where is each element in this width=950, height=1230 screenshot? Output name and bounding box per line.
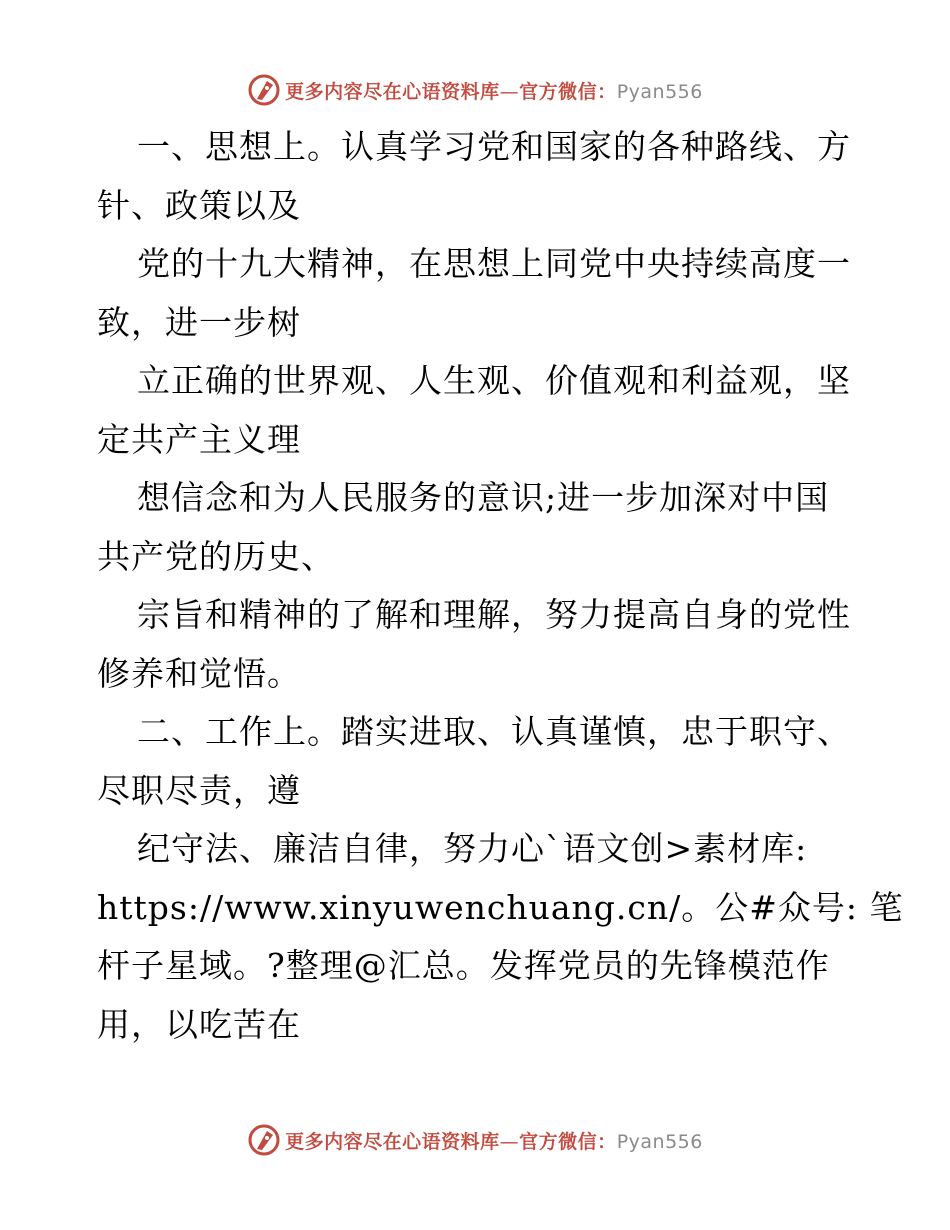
pen-nib-logo-icon	[247, 73, 281, 107]
document-body	[97, 118, 904, 1054]
header-banner-wechat: Pyan556	[616, 80, 703, 103]
footer-banner-wechat: Pyan556	[616, 1130, 703, 1153]
body-line: 共产党的历史、	[97, 536, 335, 576]
body-line: 党的十九大精神，在思想上同党中央持续高度一	[137, 244, 851, 283]
header-banner-main: 更多内容尽在心语资料库	[285, 80, 500, 103]
body-line: 二、工作上。踏实进取、认真谨慎，忠于职守、	[137, 712, 851, 751]
header-banner-dash: —	[499, 80, 520, 103]
footer-banner	[0, 1120, 950, 1160]
body-line: 针、政策以及	[97, 185, 301, 225]
footer-banner-label: 官方微信：	[519, 1130, 617, 1153]
body-line: 用，以吃苦在	[97, 1004, 301, 1044]
footer-banner-dash: —	[499, 1130, 520, 1153]
body-line: 纪守法、廉洁自律，努力心`语文创>素材库:	[137, 829, 808, 868]
body-line: 杆子星域。?整理@汇总。发挥党员的先锋模范作	[97, 946, 830, 985]
header-banner	[0, 70, 950, 110]
footer-banner-text	[285, 1127, 703, 1154]
body-line: 致，进一步树	[97, 302, 301, 342]
body-line: 宗旨和精神的了解和理解，努力提高自身的党性	[137, 595, 851, 634]
body-line: 修养和觉悟。	[97, 653, 301, 693]
body-line: https://www.xinyuwenchuang.cn/。公#众号: 笔	[97, 887, 904, 927]
footer-banner-main: 更多内容尽在心语资料库	[285, 1130, 500, 1153]
body-line: 尽职尽责，遵	[97, 770, 301, 810]
body-line: 想信念和为人民服务的意识;进一步加深对中国	[137, 478, 830, 517]
header-banner-label: 官方微信：	[519, 80, 617, 103]
header-banner-text	[285, 77, 703, 104]
pen-nib-logo-icon	[247, 1123, 281, 1157]
body-line: 立正确的世界观、人生观、价值观和利益观，坚	[137, 361, 851, 400]
body-line: 定共产主义理	[97, 419, 301, 459]
body-line: 一、思想上。认真学习党和国家的各种路线、方	[137, 127, 851, 166]
